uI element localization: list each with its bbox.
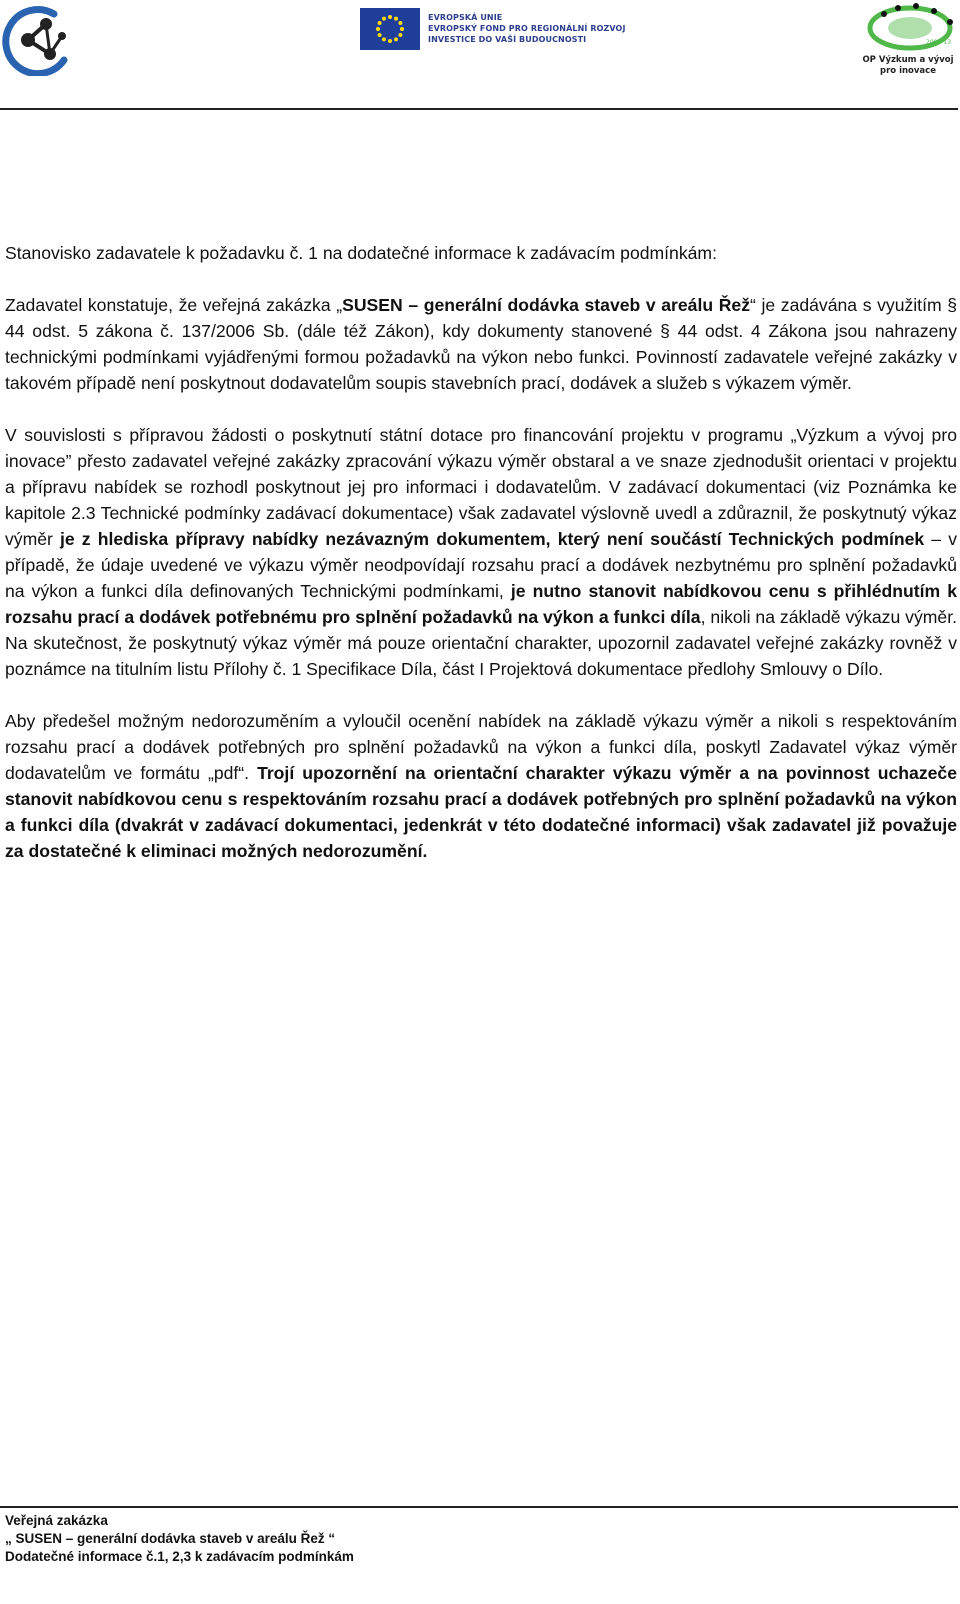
eu-funding-block	[360, 8, 626, 54]
eu-line-2: EVROPSKÝ FOND PRO REGIONÁLNÍ ROZVOJ	[428, 24, 626, 33]
footer-line-1: Veřejná zakázka	[5, 1513, 108, 1528]
p3-bold-1: Trojí upozornění na orientační charakter výkazu výměr a na povinnost uchazeče stanovit nabídkovou cenu s respektováním rozsahu prací a dodávek potřebných pro splnění požadavků na výkon a funkci díla (dvakrát v zadávací dokumentaci, jedenkrát v této dodatečné informaci) však zadavatel již považuje za dostatečné k eliminaci možných nedorozumění.	[5, 763, 957, 861]
susen-logo	[2, 2, 74, 76]
op-logo-line-1: OP Výzkum a vývoj	[862, 55, 954, 65]
op-logo-line-2: pro inovace	[880, 66, 936, 76]
p2-bold-1: je z hlediska přípravy nabídky nezávazným dokumentem, který není součástí Technických podmínek	[60, 529, 925, 549]
paragraph-2	[5, 422, 957, 682]
page-footer	[5, 1512, 605, 1566]
footer-line-2: „ SUSEN – generální dodávka staveb v areálu Řež “	[5, 1531, 336, 1546]
footer-line-3: Dodatečné informace č.1, 2,3 k zadávacím podmínkám	[5, 1549, 354, 1564]
p2-text-2: – v případě, že údaje uvedené ve výkazu výměr neodpovídají rozsahu prací a dodávek nezbytnému pro splnění požadavků na výkon a funkci díla definovaných Technickými podmínkami,	[5, 529, 957, 601]
p1-text-1: Zadavatel konstatuje, že veřejná zakázka „	[5, 295, 343, 315]
op-logo-years: 2007-13	[926, 39, 952, 46]
paragraph-1	[5, 292, 957, 396]
eu-flag-icon	[360, 8, 420, 50]
document-heading: Stanovisko zadavatele k požadavku č. 1 na dodatečné informace k zadávacím podmínkám:	[5, 243, 717, 263]
eu-line-3: INVESTICE DO VAŠÍ BUDOUCNOSTI	[428, 35, 587, 44]
op-vavpi-logo	[860, 2, 956, 78]
page-header	[0, 0, 960, 110]
p1-bold-1: SUSEN – generální dodávka staveb v areálu Řež	[342, 295, 751, 315]
p3-text-1: Aby předešel možným nedorozuměním a vyloučil ocenění nabídek na základě výkazu výměr a nikoli s respektováním rozsahu prací a dodávek potřebných pro splnění požadavků na výkon a funkci díla, poskytl Zadavatel výkaz výměr dodavatelům ve formátu „pdf“.	[5, 711, 957, 783]
paragraph-3	[5, 708, 957, 864]
eu-line-1: EVROPSKÁ UNIE	[428, 13, 503, 22]
p2-text-1: V souvislosti s přípravou žádosti o poskytnutí státní dotace pro financování projektu v programu „Výzkum a vývoj pro inovace” přesto zadavatel veřejné zakázky zpracování výkazu výměr obstaral a ve snaze zjednodušit orientaci v projektu a přípravu nabídek se rozhodl poskytnout jej pro informaci i dodavatelům. V zadávací dokumentaci (viz Poznámka ke kapitole 2.3 Technické podmínky zadávací dokumentace) však zadavatel výslovně uvedl a zdůraznil, že poskytnutý výkaz výměr	[5, 425, 957, 549]
header-divider	[0, 108, 958, 110]
footer-divider	[0, 1506, 958, 1508]
eu-text	[428, 12, 628, 45]
p1-text-2: “ je zadávána s využitím § 44 odst. 5 zákona č. 137/2006 Sb. (dále též Zákon), kdy dokumenty stanovené § 44 odst. 4 Zákona jsou nahrazeny technickými podmínkami vyjádřenými formou požadavků na výkon nebo funkci. Povinností zadavatele veřejné zakázky v takovém případě není poskytnout dodavatelům soupis stavebních prací, dodávek a služeb s výkazem výměr.	[5, 295, 958, 393]
p2-text-3: , nikoli na základě výkazu výměr. Na skutečnost, že poskytnutý výkaz výměr má pouze orientační charakter, upozornil zadavatel veřejné zakázky rovněž v poznámce na titulním listu Přílohy č. 1 Specifikace Díla, část I Projektová dokumentace předlohy Smlouvy o Dílo.	[5, 607, 957, 679]
document-body	[5, 240, 957, 890]
p2-bold-2: je nutno stanovit nabídkovou cenu s přihlédnutím k rozsahu prací a dodávek potřebnému pro splnění požadavků na výkon a funkci díla	[5, 581, 957, 627]
